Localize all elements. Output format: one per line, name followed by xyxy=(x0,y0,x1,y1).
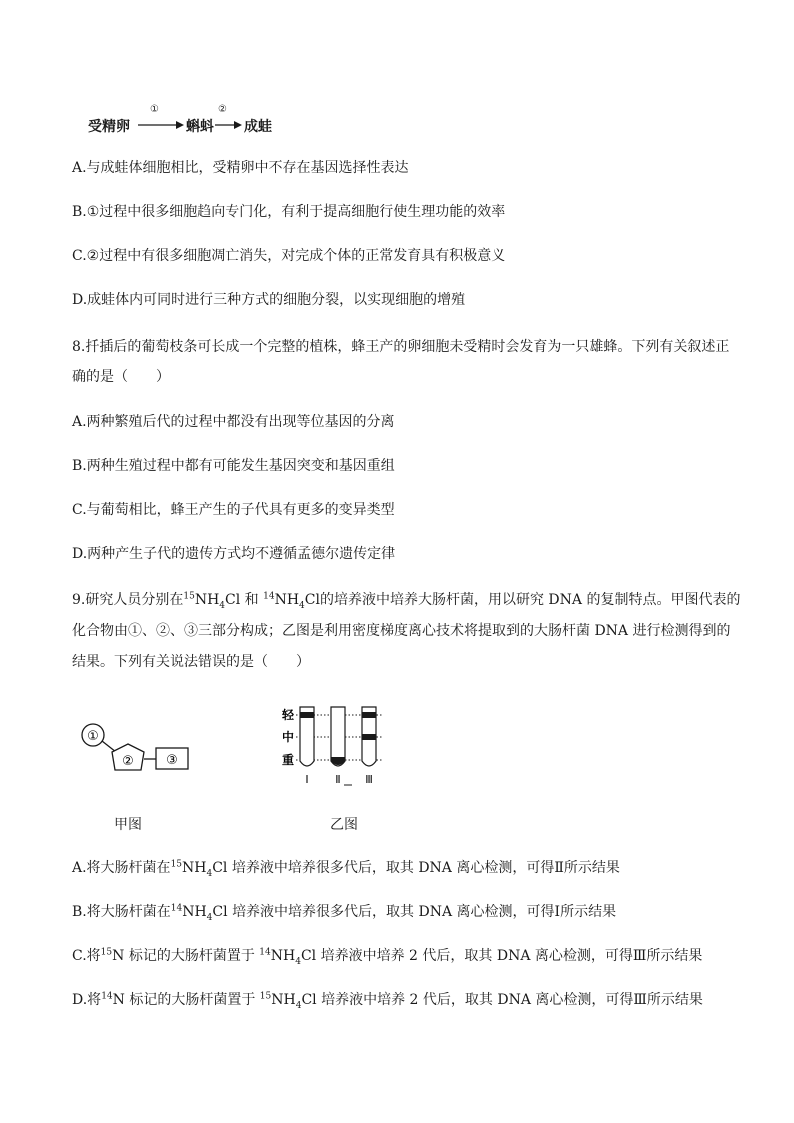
q9-d-part3: 培养液中培养 2 代后，取其 DNA 离心检测，可得Ⅲ所示结果 xyxy=(321,992,703,1008)
flow-start-label: 受精卵 xyxy=(88,119,130,135)
formula-nh: NH xyxy=(182,904,207,920)
isotope-15: 15 xyxy=(183,591,195,602)
q9-c-part3: 培养液中培养 2 代后，取其 DNA 离心检测，可得Ⅲ所示结果 xyxy=(320,948,703,964)
q9-stem-part1: 9.研究人员分别在 xyxy=(72,592,184,608)
flow-middle-label: 蝌蚪 xyxy=(186,119,214,135)
formula-nh: NH xyxy=(274,592,300,608)
figure-yi-caption: 乙图 xyxy=(330,817,358,833)
formula-sub4: 4 xyxy=(299,600,305,611)
tube-ii xyxy=(331,707,345,766)
isotope-15: 15 xyxy=(170,859,183,870)
formula-cl: Cl xyxy=(301,992,317,1008)
q9-option-b xyxy=(72,902,616,922)
mid-band-label: 中 xyxy=(282,730,295,744)
heavy-band-label: 重 xyxy=(282,753,295,767)
q8-option-d: D.两种产生子代的遗传方式均不遵循孟德尔遗传定律 xyxy=(72,546,396,562)
nucleotide-diagram xyxy=(80,720,200,780)
isotope-14: 14 xyxy=(263,591,275,602)
q9-stem-line3: 结果。下列有关说法错误的是（ ） xyxy=(72,654,310,670)
flow-end-label: 成蛙 xyxy=(244,119,272,135)
q9-stem-part2: 的培养液中培养大肠杆菌，用以研究 DNA 的复制特点。甲图代表的 xyxy=(319,592,741,608)
q7-option-a: A.与成蛙体细胞相比，受精卵中不存在基因选择性表达 xyxy=(72,160,409,176)
q9-c-part2: N 标记的大肠杆菌置于 xyxy=(112,948,255,964)
centrifuge-diagram xyxy=(278,703,388,793)
isotope-15: 15 xyxy=(259,991,272,1002)
q9-stem-and: 和 xyxy=(244,592,259,608)
q9-option-a xyxy=(72,858,620,878)
tube-iii-light-band xyxy=(362,712,376,718)
light-band-label: 轻 xyxy=(282,708,295,722)
tube-i-label: Ⅰ xyxy=(305,773,309,786)
formula-sub4: 4 xyxy=(295,1000,302,1011)
part3-label: ③ xyxy=(166,753,178,768)
part1-label: ① xyxy=(87,729,99,744)
q9-option-c xyxy=(72,946,702,966)
q9-option-d xyxy=(72,990,703,1010)
q8-option-b: B.两种生殖过程中都有可能发生基因突变和基因重组 xyxy=(72,458,395,474)
tube-iii xyxy=(362,707,376,766)
tube-ii-label: Ⅱ xyxy=(335,773,341,786)
formula-cl: Cl xyxy=(212,860,228,876)
formula-cl: Cl xyxy=(212,904,228,920)
formula-cl: Cl xyxy=(300,948,317,964)
q9-stem-line2: 化合物由①、②、③三部分构成；乙图是利用密度梯度离心技术将提取到的大肠杆菌 DNA 进行检测得到的 xyxy=(72,623,731,639)
formula-cl: Cl xyxy=(225,592,241,608)
q9-a-part1: A.将大肠杆菌在 xyxy=(72,860,171,876)
part2-label: ② xyxy=(122,754,134,769)
q7-option-c: C.②过程中有很多细胞凋亡消失，对完成个体的正常发育具有积极意义 xyxy=(72,248,506,264)
q9-d-part2: N 标记的大肠杆菌置于 xyxy=(112,992,256,1008)
q8-option-c: C.与葡萄相比，蜂王产生的子代具有更多的变异类型 xyxy=(72,502,395,518)
tube-i-light-band xyxy=(300,712,314,718)
q8-stem-line2: 确的是（ ） xyxy=(72,369,170,385)
q8-stem-line1: 8.扦插后的葡萄枝条可长成一个完整的植株，蜂王产的卵细胞未受精时会发育为一只雄蜂。下列有关叙述正 xyxy=(72,339,730,355)
q9-b-part2: 培养液中培养很多代后，取其 DNA 离心检测，可得Ⅰ所示结果 xyxy=(232,904,617,920)
formula-sub4: 4 xyxy=(206,912,213,923)
isotope-14: 14 xyxy=(259,947,271,958)
q7-option-b: B.①过程中很多细胞趋向专门化，有利于提高细胞行使生理功能的效率 xyxy=(72,204,506,220)
q9-a-part2: 培养液中培养很多代后，取其 DNA 离心检测，可得Ⅱ所示结果 xyxy=(231,860,620,876)
tube-iii-mid-band xyxy=(362,734,376,740)
q9-c-part1: C.将 xyxy=(72,948,101,964)
isotope-14: 14 xyxy=(101,991,113,1002)
q7-option-d: D.成蛙体内可同时进行三种方式的细胞分裂，以实现细胞的增殖 xyxy=(72,292,466,308)
q9-b-part1: B.将大肠杆菌在 xyxy=(72,904,171,920)
formula-nh: NH xyxy=(194,592,220,608)
q8-option-a: A.两种繁殖后代的过程中都没有出现等位基因的分离 xyxy=(72,414,395,430)
tube-i xyxy=(300,707,314,766)
formula-nh: NH xyxy=(271,992,296,1008)
flow-step1-label: ① xyxy=(150,104,159,115)
formula-sub4: 4 xyxy=(206,868,213,879)
formula-cl: Cl xyxy=(304,592,320,608)
q9-stem-line1 xyxy=(72,590,740,610)
formula-sub4: 4 xyxy=(295,956,301,967)
formula-sub4: 4 xyxy=(219,600,226,611)
tube-iii-label: Ⅲ xyxy=(365,773,373,786)
flow-step2-label: ② xyxy=(218,104,227,115)
formula-nh: NH xyxy=(270,948,296,964)
figure-jia-caption: 甲图 xyxy=(114,817,142,833)
q9-d-part1: D.将 xyxy=(72,992,102,1008)
isotope-14: 14 xyxy=(170,903,183,914)
isotope-15: 15 xyxy=(100,947,113,958)
formula-nh: NH xyxy=(182,860,207,876)
